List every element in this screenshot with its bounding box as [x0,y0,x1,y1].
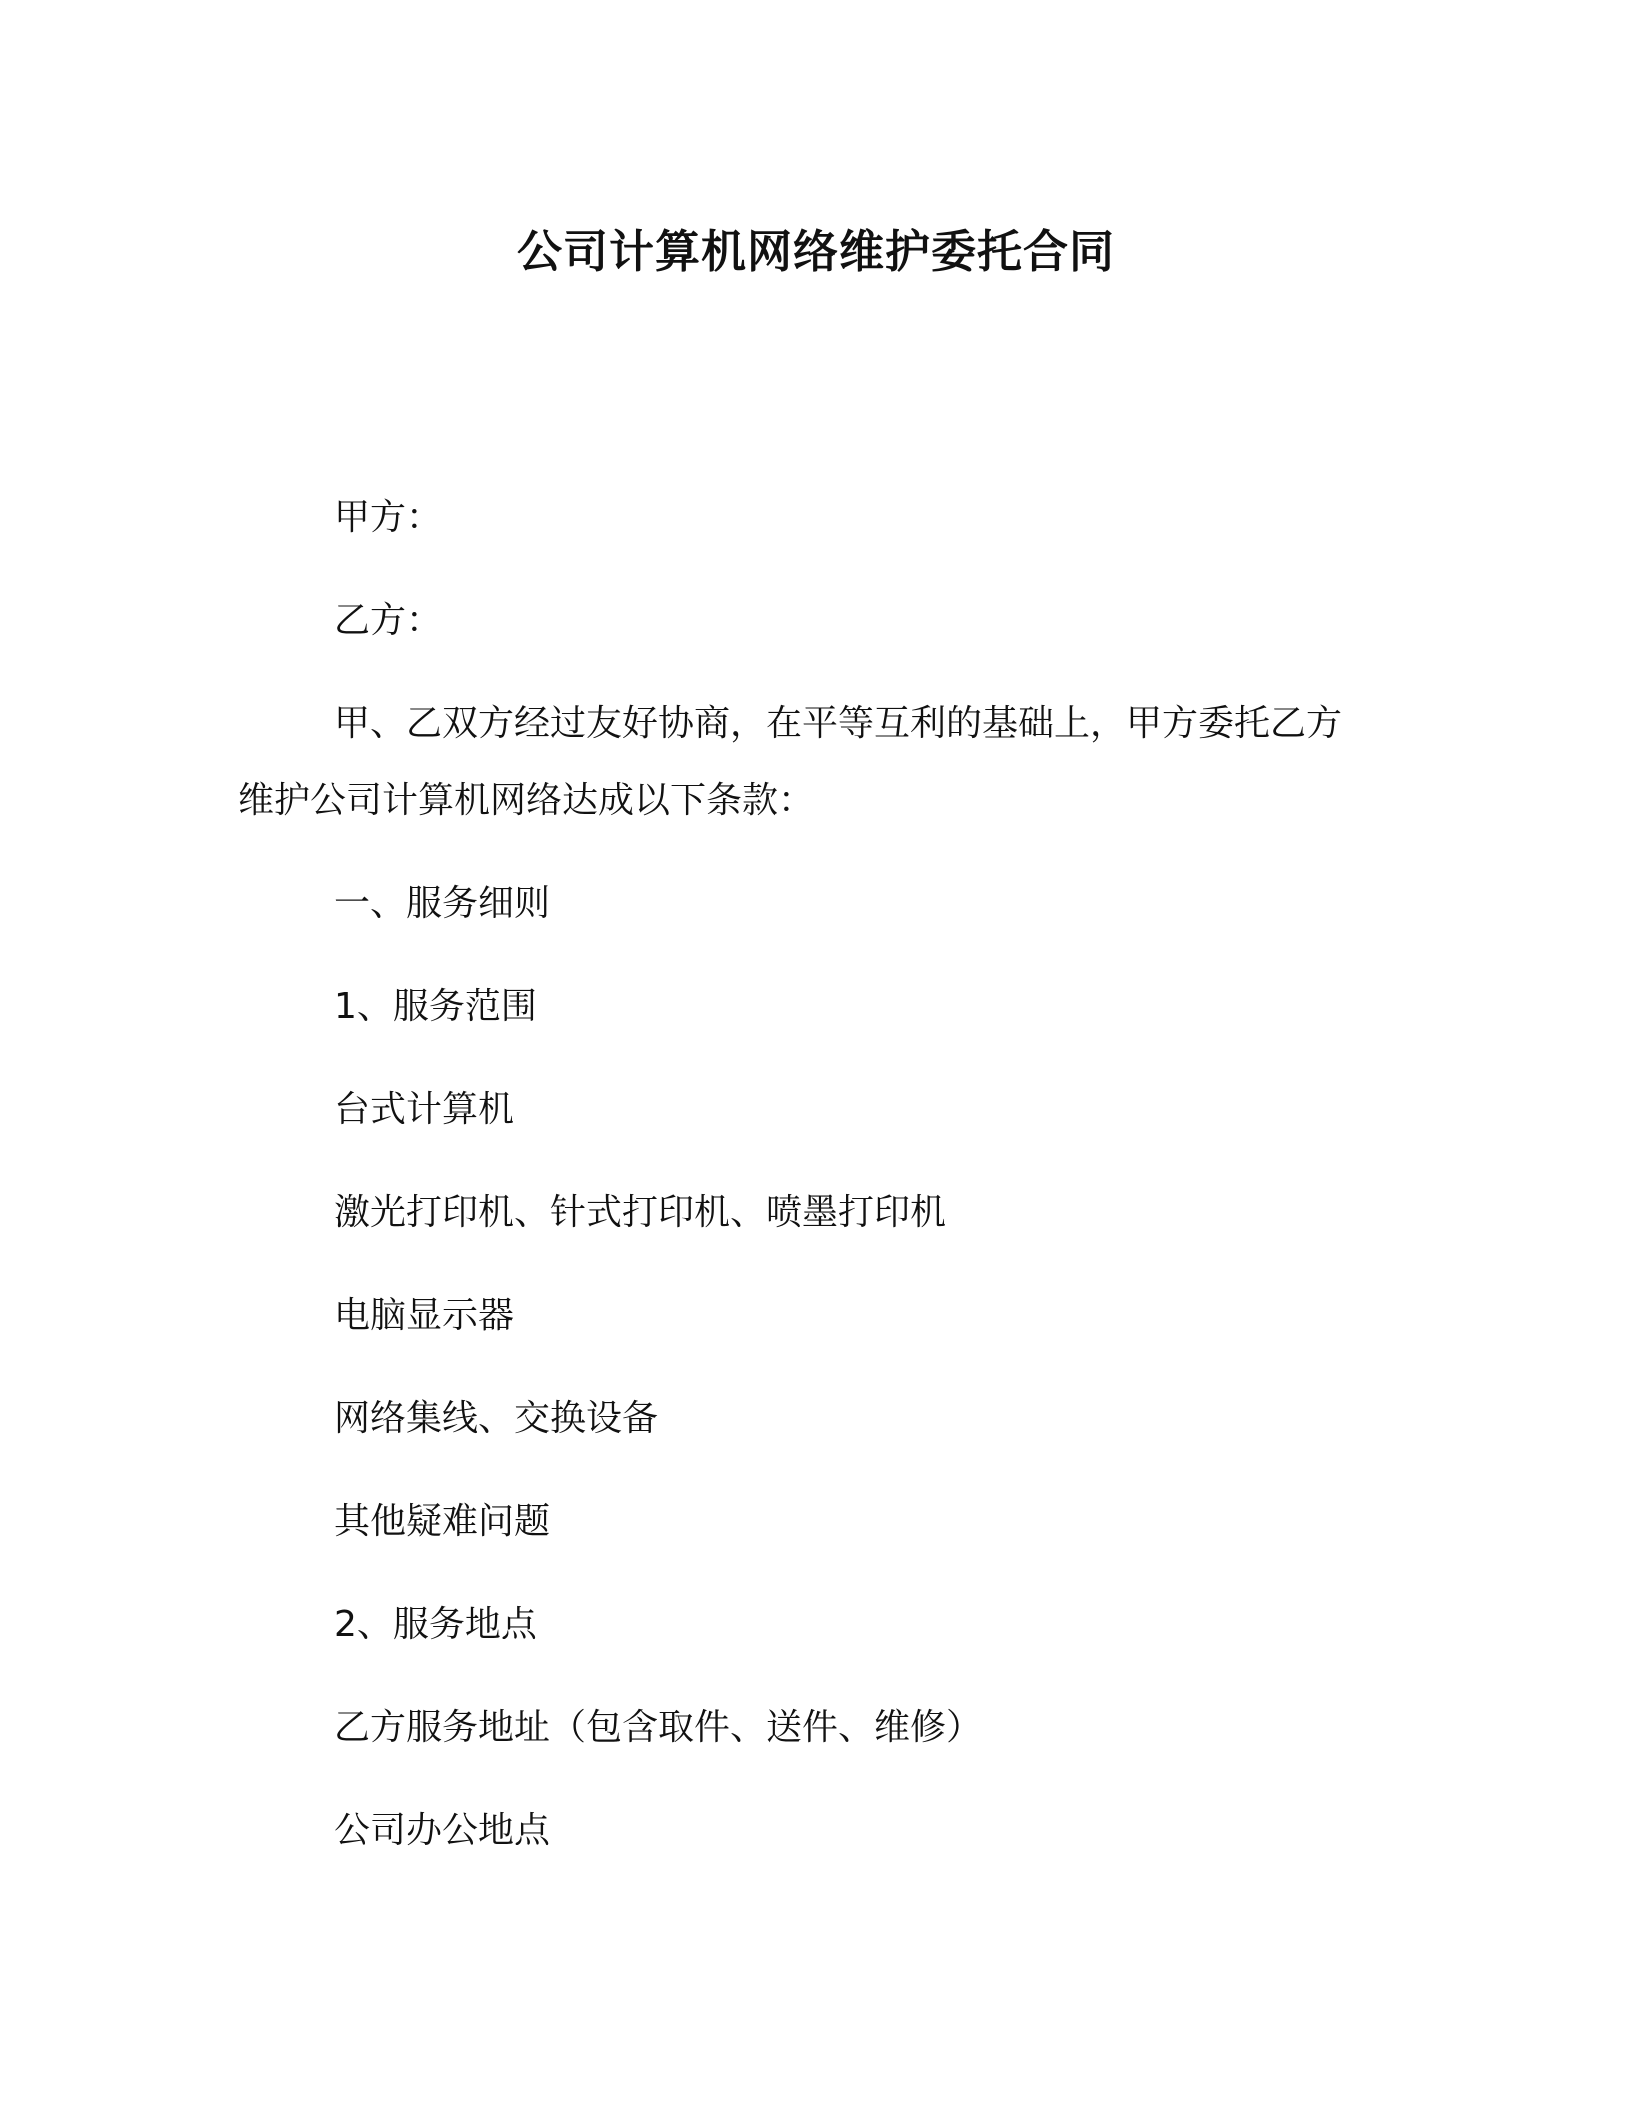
party-b-label: 乙方： [334,600,443,641]
scope-item: 台式计算机 [334,1089,515,1130]
subheading-service-scope: 1、服务范围 [334,986,537,1027]
party-a-label: 甲方： [334,497,443,538]
document-title: 公司计算机网络维护委托合同 [516,225,1115,278]
intro-paragraph-line-1: 甲、乙双方经过友好协商，在平等互利的基础上，甲方委托乙方 [334,703,1343,744]
subheading-service-location: 2、服务地点 [334,1604,537,1645]
scope-item: 激光打印机、针式打印机、喷墨打印机 [334,1192,947,1233]
section-heading-service-details: 一、服务细则 [334,883,551,924]
scope-item: 其他疑难问题 [334,1501,551,1542]
intro-paragraph-line-2: 维护公司计算机网络达成以下条款： [238,780,815,821]
scope-item: 网络集线、交换设备 [334,1398,659,1439]
scope-item: 电脑显示器 [334,1295,515,1336]
location-item: 乙方服务地址（包含取件、送件、维修） [334,1707,983,1748]
location-item: 公司办公地点 [334,1810,551,1851]
